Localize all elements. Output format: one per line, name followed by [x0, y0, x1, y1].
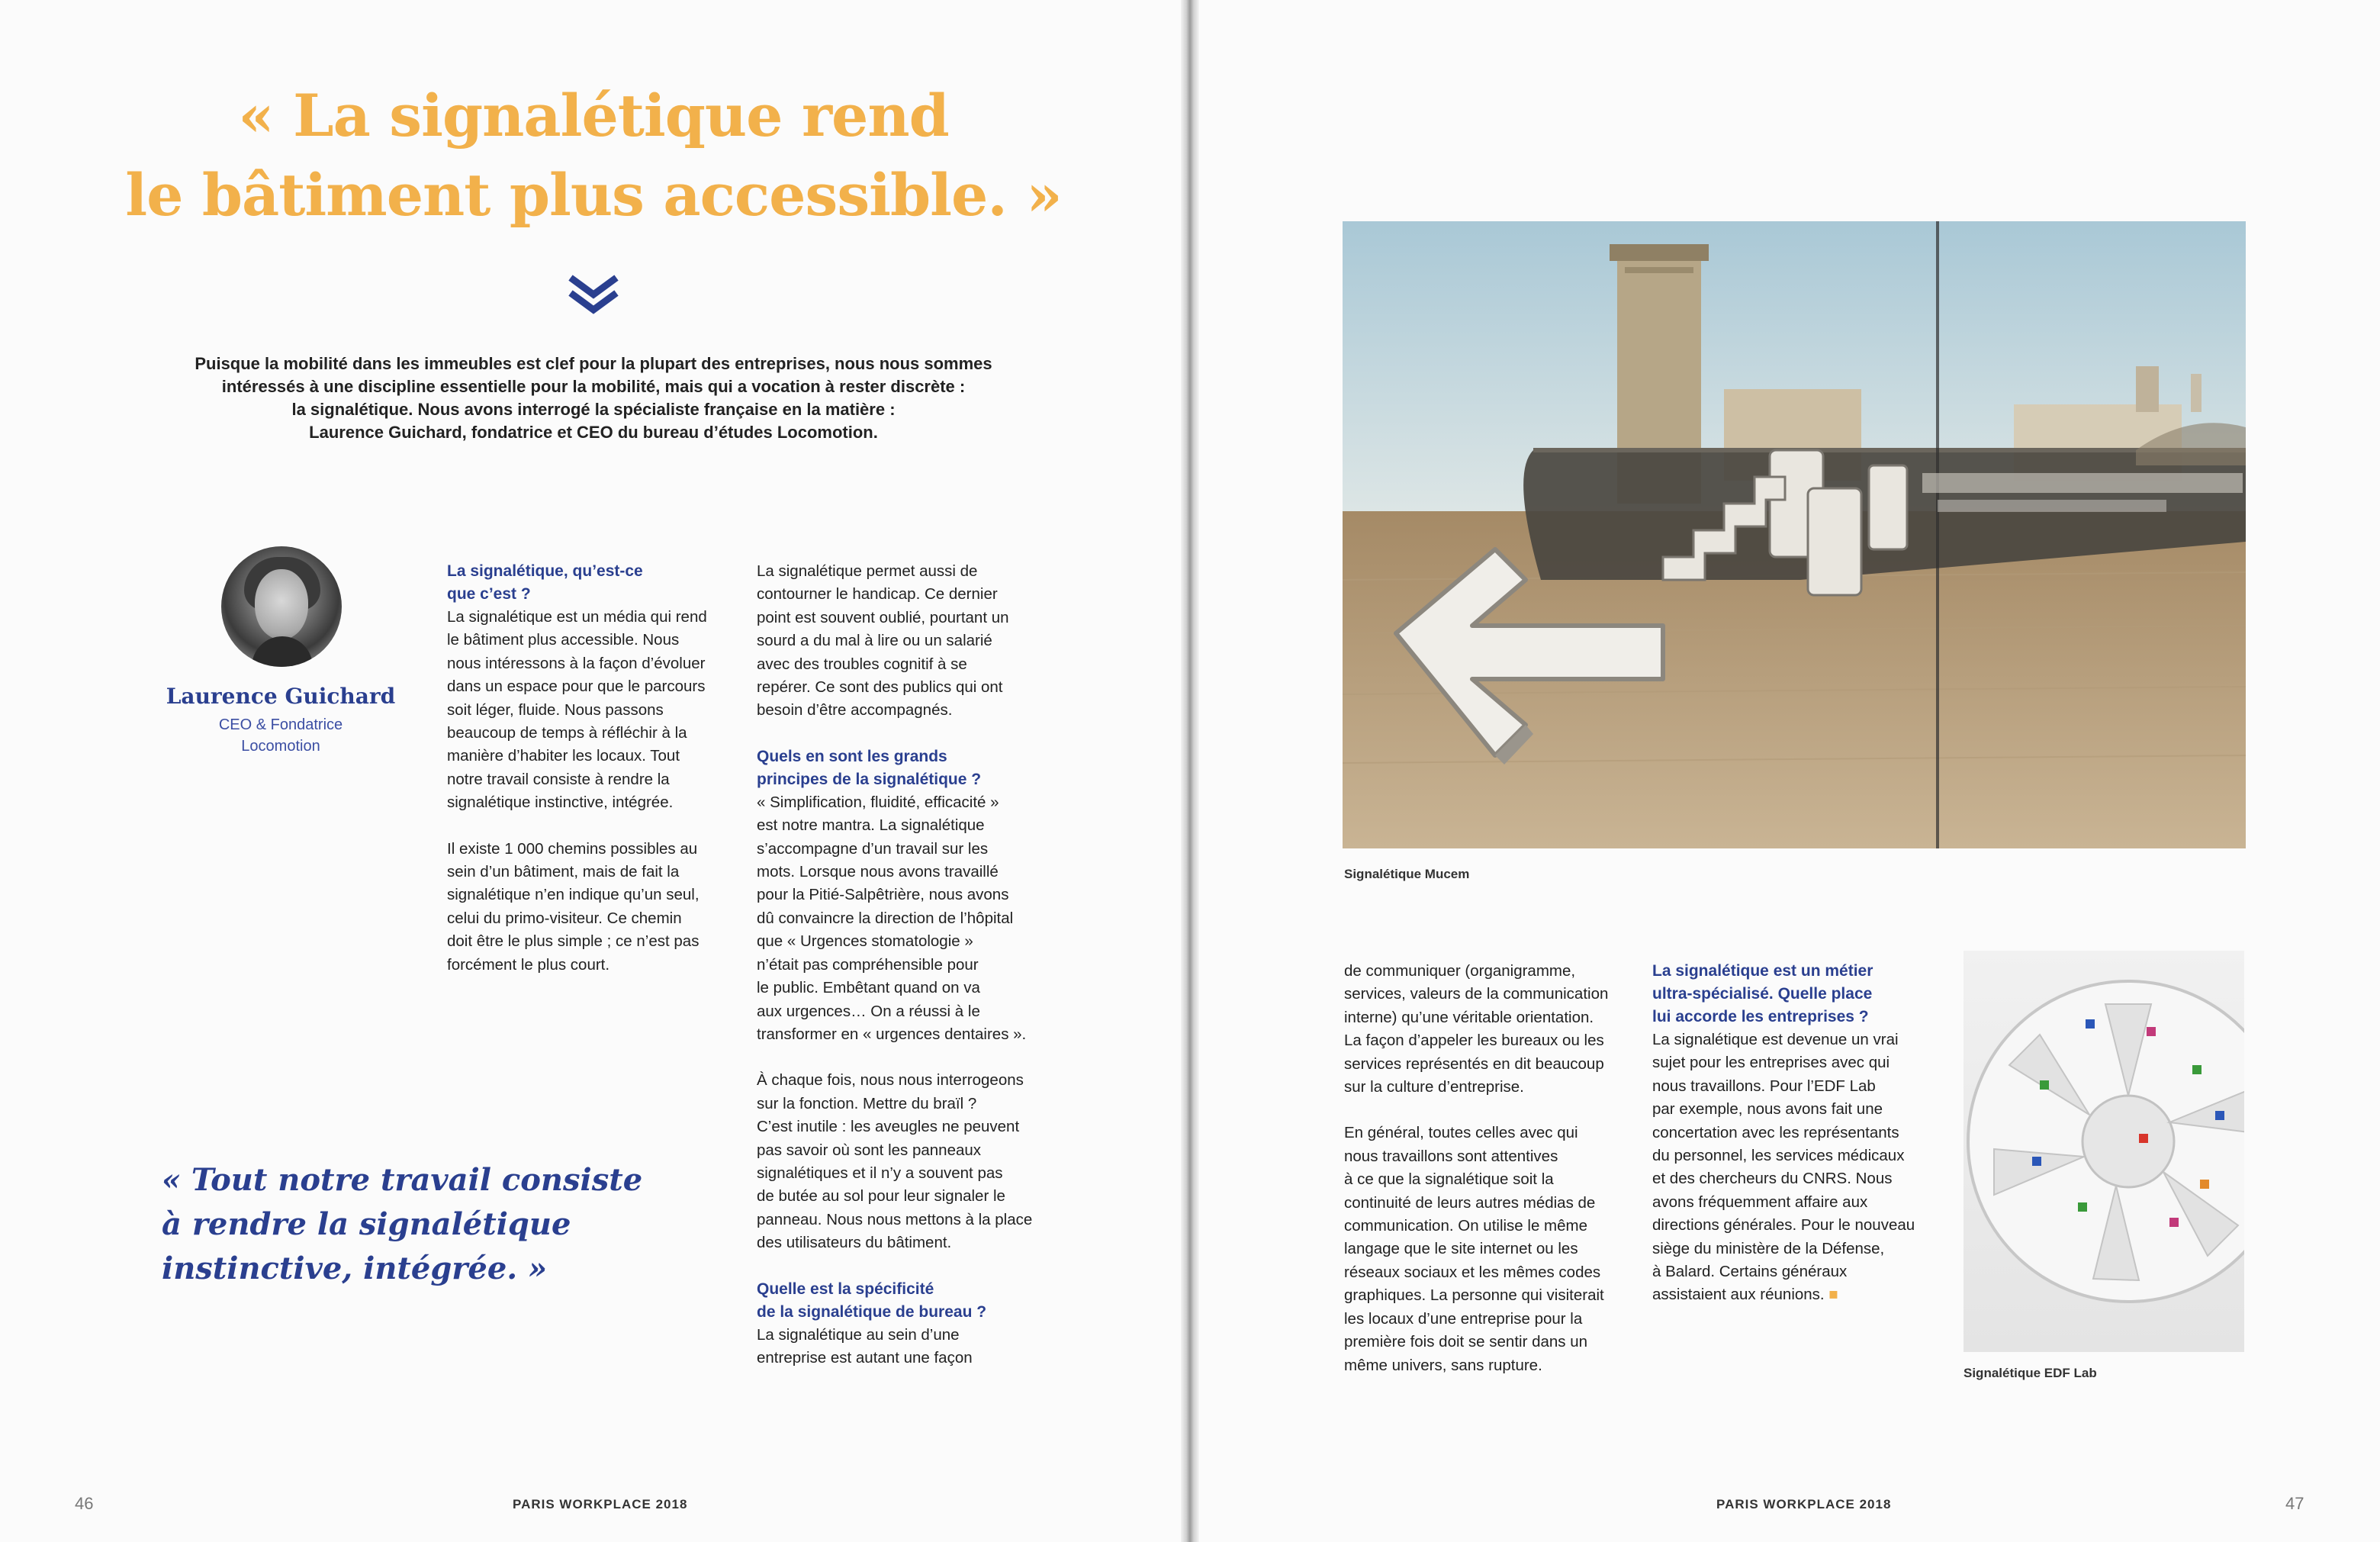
question-heading: Quelle est la spécificité de la signalétique de bureau ?	[757, 1280, 987, 1321]
running-head: PARIS WORKPLACE 2018	[513, 1497, 688, 1511]
intro-line: la signalétique. Nous avons interrogé la spécialiste française en la matière :	[291, 400, 896, 419]
page-number: 46	[75, 1494, 94, 1513]
intro-line: intéressés à une discipline essentielle pour la mobilité, mais qui a vocation à rester discrète :	[221, 377, 966, 396]
pull-quote	[162, 1158, 696, 1291]
edf-lab-wheel-sign-illustration	[1963, 951, 2244, 1352]
paragraph: de communiquer (organigramme, services, valeurs de la communication interne) qu’une véritable orientation. La façon d’appeler les bureaux ou les services représentés en dit beaucoup sur la culture d’entreprise.	[1344, 962, 1609, 1096]
person-role-line: CEO & Fondatrice	[218, 716, 343, 733]
person-role	[145, 714, 416, 757]
pull-quote-line: instinctive, intégrée. »	[162, 1251, 548, 1286]
paragraph: « Simplification, fluidité, efficacité » est notre mantra. La signalétique s’accompagne d’un travail sur les mots. Lorsque nous avons travaillé pour la Pitié-Salpêtrière, nous avons dû convaincre la direction de l’hôpital que « Urgences stomatologie » n’était pas compréhensible pour le public. Embêtant quand on va aux urgences… On a réussi à le transformer en « urgences dentaires ».	[757, 793, 1027, 1043]
paragraph: La signalétique est un média qui rend le bâtiment plus accessible. Nous nous intéressons à la façon d’évoluer dans un espace pour que le parcours soit léger, fluide. Nous passons beaucoup de temps à réfléchir à la manière d’habiter les locaux. Tout notre travail consiste à rendre la signalétique instinctive, intégrée.	[447, 608, 707, 812]
photo-caption-edf: Signalétique EDF Lab	[1963, 1366, 2097, 1380]
photo-mucem	[1343, 221, 2246, 848]
photo-edf-lab	[1963, 951, 2244, 1352]
avatar-shoulders	[252, 636, 313, 667]
text-column-2	[757, 560, 1054, 1392]
paragraph: À chaque fois, nous nous interrogeons sur la fonction. Mettre du braïl ? C’est inutile : les aveugles ne peuvent pas savoir où sont les panneaux signalétiques et il n’y a souvent pas de butée au sol pour leur signaler le panneau. Nous nous mettons à la place des utilisateurs du bâtiment.	[757, 1071, 1033, 1252]
title-line: le bâtiment plus accessible. »	[125, 161, 1062, 229]
person-name: Laurence Guichard	[166, 684, 396, 709]
paragraph: La signalétique au sein d’une entreprise est autant une façon	[757, 1325, 973, 1367]
question-heading: Quels en sont les grands principes de la signalétique ?	[757, 747, 982, 788]
paragraph: La signalétique est devenue un vrai sujet pour les entreprises avec qui nous travaillons. Pour l’EDF Lab par exemple, nous avons fait une concertation avec les représentants du personnel, les services médicaux et des chercheurs du CNRS. Nous avons fréquemment affaire aux directions générales. Pour le nouveau siège du ministère de la Défense, à Balard. Certains généraux assistaient aux réunions. ■	[1652, 1031, 1915, 1304]
avatar-face	[255, 569, 308, 639]
text-column-3	[1344, 960, 1642, 1400]
article-intro	[153, 353, 1034, 444]
paragraph: Il existe 1 000 chemins possibles au sein d’un bâtiment, mais de fait la signalétique n’en indique qu’un seul, celui du primo-visiteur. Ce chemin doit être le plus simple ; ce n’est pas forcément le plus court.	[447, 839, 700, 974]
paragraph: En général, toutes celles avec qui nous travaillons sont attentives à ce que la signalétique soit la continuité de leurs autres médias de communication. On utilise le même langage que le site internet ou les réseaux sociaux et les mêmes codes graphiques. La personne qui visiterait les locaux d’une entreprise pour la première fois doit se sentir dans un même univers, sans rupture.	[1344, 1124, 1604, 1374]
photo-caption-mucem: Signalétique Mucem	[1344, 867, 1470, 881]
article-title	[0, 76, 1187, 235]
title-line: « La signalétique rend	[238, 82, 949, 150]
end-mark-icon: ■	[1828, 1286, 1838, 1304]
intro-line: Laurence Guichard, fondatrice et CEO du bureau d’études Locomotion.	[309, 423, 878, 442]
person-role-line: Locomotion	[241, 738, 320, 755]
running-head: PARIS WORKPLACE 2018	[1716, 1497, 1892, 1511]
page-number: 47	[2285, 1494, 2304, 1513]
question-heading: La signalétique, qu’est-ce que c’est ?	[447, 562, 643, 603]
mucem-signage-illustration	[1343, 221, 2246, 848]
paragraph: La signalétique permet aussi de contourner le handicap. Ce dernier point est souvent oublié, pourtant un sourd a du mal à lire ou un salarié avec des troubles cognitif à se repérer. Ce sont des publics qui ont besoin d’être accompagnés.	[757, 562, 1009, 719]
intro-line: Puisque la mobilité dans les immeubles est clef pour la plupart des entreprises, nous nous sommes	[195, 354, 992, 373]
avatar	[221, 546, 342, 667]
question-heading: La signalétique est un métier ultra-spécialisé. Quelle place lui accorde les entreprises ?	[1652, 962, 1873, 1025]
double-chevron-down-icon	[568, 273, 619, 316]
text-column-4	[1652, 960, 1950, 1330]
text-column-1	[447, 560, 745, 1000]
pull-quote-line: à rendre la signalétique	[162, 1206, 571, 1242]
pull-quote-line: « Tout notre travail consiste	[162, 1162, 643, 1198]
